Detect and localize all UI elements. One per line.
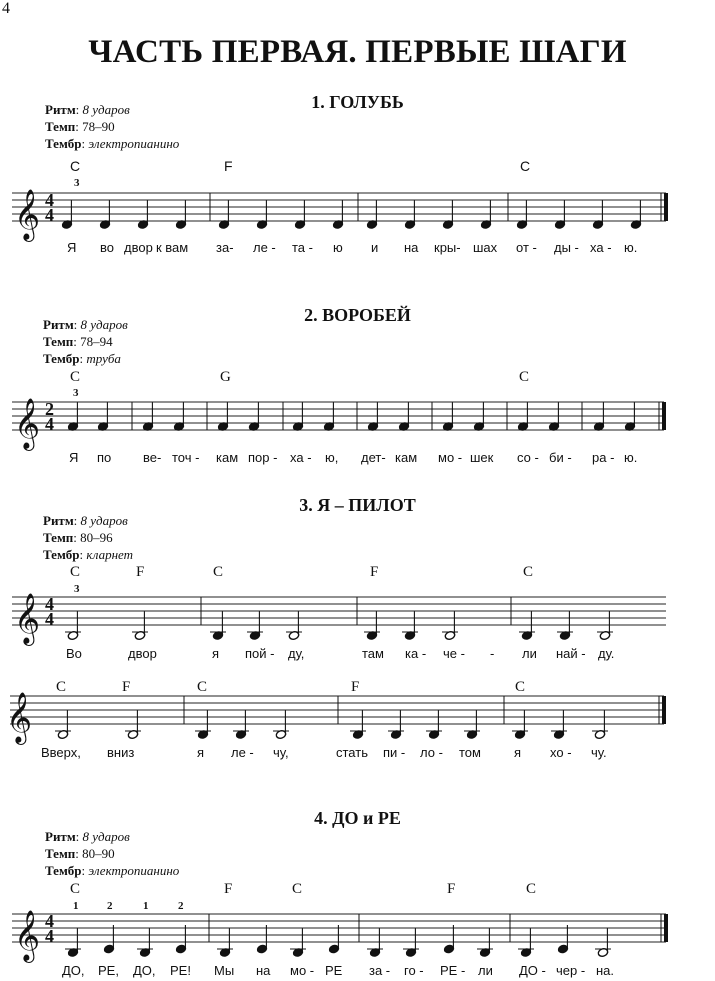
treble-clef-icon: 𝄞 (6, 692, 33, 743)
time-signature-bottom: 4 (45, 414, 54, 434)
final-bar-line (662, 696, 666, 724)
lyric-syllable: на (404, 240, 419, 255)
lyric-syllable: ю, (325, 450, 339, 465)
fingering-number: 2 (178, 900, 184, 912)
lyric-syllable: ха - (590, 240, 612, 255)
chord: C (70, 158, 81, 174)
final-bar-line (664, 914, 668, 942)
lyric-syllable: двор (124, 240, 153, 255)
staff-lines (12, 402, 664, 430)
lyric-syllable: за- (216, 240, 234, 255)
treble-clef-icon: 𝄞 (14, 398, 41, 449)
lyric-syllable: би - (549, 450, 572, 465)
lyric-syllable: ю (333, 240, 343, 255)
chord: F (351, 679, 360, 695)
lyric-syllable: мо - (290, 963, 315, 978)
lyric-syllable: най - (556, 646, 586, 661)
song-title-1: 1. ГОЛУБЬ (311, 92, 404, 112)
lyric-syllable: Во (66, 646, 82, 661)
timbre-value: электропианино (88, 863, 180, 878)
lyric-syllable: ДО, (133, 963, 156, 978)
song-meta-1: Ритм: 8 ударов Темп: 78–90 Тембр: электропианино (45, 102, 180, 151)
fingering-number: 3 (74, 583, 80, 595)
lyric-syllable: дет- (361, 450, 386, 465)
chord: C (526, 881, 537, 897)
rhythm-value: 8 ударов (82, 102, 130, 117)
lyric-syllable: ды - (554, 240, 579, 255)
lyric-syllable: ка - (405, 646, 427, 661)
lyric-syllable: шек (470, 450, 494, 465)
lyric-syllable: шах (473, 240, 498, 255)
chord: C (519, 369, 530, 385)
song-meta-3: Ритм: 8 ударов Темп: 80–96 Тембр: кларнет (43, 513, 134, 562)
lyric-syllable: ю. (624, 240, 638, 255)
rhythm-label: Ритм (43, 317, 74, 332)
fingering-number: 3 (74, 177, 80, 189)
time-signature-top: 4 (45, 911, 54, 931)
chord: F (447, 881, 456, 897)
chord: C (523, 564, 534, 580)
lyric-syllable: ли (522, 646, 537, 661)
song-meta-2: Ритм: 8 ударов Темп: 78–94 Тембр: труба (43, 317, 128, 366)
lyric-syllable: Я (67, 240, 77, 255)
lyric-syllable: чер - (556, 963, 586, 978)
rhythm-label: Ритм (45, 829, 76, 844)
lyric-syllable: том (459, 745, 481, 760)
chord: F (122, 679, 131, 695)
lyric-syllable: и (371, 240, 379, 255)
lyric-syllable: ле - (231, 745, 254, 760)
lyric-syllable: на (256, 963, 271, 978)
lyric-syllable: во (100, 240, 114, 255)
lyric-syllable: ли (478, 963, 493, 978)
lyric-syllable: ДО, (62, 963, 85, 978)
chord: C (70, 369, 81, 385)
lyric-syllable: РЕ - (440, 963, 466, 978)
tempo-value: 80–90 (82, 846, 115, 861)
time-signature-top: 2 (45, 399, 54, 419)
lyric-syllable: кам (216, 450, 239, 465)
lyric-syllable: Я (69, 450, 79, 465)
lyric-syllable: я (197, 745, 205, 760)
final-bar-line (664, 193, 668, 221)
lyric-syllable: кам (395, 450, 418, 465)
lyric-syllable: кры- (434, 240, 461, 255)
lyric-syllable: двор (128, 646, 157, 661)
lyric-syllable: от - (516, 240, 537, 255)
fingering-number: 2 (107, 900, 113, 912)
final-bar-line (662, 402, 666, 430)
timbre-label: Тембр (43, 351, 80, 366)
timbre-label: Тембр (45, 136, 82, 151)
song-meta-4: Ритм: 8 ударов Темп: 80–90 Тембр: электропианино (45, 829, 180, 878)
time-signature-top: 4 (45, 594, 54, 614)
lyric-syllable: - (490, 646, 495, 661)
lyric-syllable: чу. (591, 745, 607, 760)
lyric-syllable: ло - (420, 745, 443, 760)
chord: C (515, 679, 526, 695)
treble-clef-icon: 𝄞 (14, 910, 41, 961)
lyric-syllable: за - (369, 963, 391, 978)
lyric-syllable: ле - (253, 240, 276, 255)
chord: C (213, 564, 224, 580)
staff-lines (12, 597, 666, 625)
lyric-syllable: пи - (383, 745, 406, 760)
lyric-syllable: к вам (156, 240, 189, 255)
staff-lines (12, 193, 666, 221)
song-title-2: 2. ВОРОБЕЙ (304, 305, 411, 325)
lyric-syllable: ха - (290, 450, 312, 465)
fingering-number: 1 (143, 900, 149, 912)
chord: G (220, 369, 231, 385)
lyric-syllable: по (97, 450, 112, 465)
lyric-syllable: ду. (598, 646, 615, 661)
tempo-value: 78–94 (80, 334, 113, 349)
lyric-syllable: стать (336, 745, 368, 760)
tempo-label: Темп (43, 334, 74, 349)
lyric-syllable: чу, (273, 745, 289, 760)
chord: C (56, 679, 67, 695)
lyric-syllable: хо - (550, 745, 572, 760)
timbre-value: электропианино (88, 136, 180, 151)
rhythm-value: 8 ударов (82, 829, 130, 844)
lyric-syllable: РЕ (325, 963, 343, 978)
tempo-value: 80–96 (80, 530, 113, 545)
lyric-syllable: ю. (624, 450, 638, 465)
lyric-syllable: та - (292, 240, 313, 255)
treble-clef-icon: 𝄞 (14, 189, 41, 240)
lyric-syllable: ве- (143, 450, 162, 465)
lyric-syllable: на. (596, 963, 615, 978)
staff-lines (10, 696, 664, 724)
timbre-label: Тембр (45, 863, 82, 878)
fingering-number: 3 (73, 387, 79, 399)
song-title-3: 3. Я – ПИЛОТ (299, 495, 416, 515)
timbre-value: кларнет (86, 547, 134, 562)
page-title: ЧАСТЬ ПЕРВАЯ. ПЕРВЫЕ ШАГИ (88, 34, 627, 70)
song-title-4: 4. ДО и РЕ (314, 808, 401, 828)
lyric-syllable: пор - (248, 450, 278, 465)
lyric-syllable: ду, (288, 646, 305, 661)
rhythm-label: Ритм (45, 102, 76, 117)
chord: C (70, 564, 81, 580)
chord: C (197, 679, 208, 695)
lyric-syllable: че - (443, 646, 465, 661)
chord: F (224, 158, 233, 174)
lyric-syllable: я (514, 745, 522, 760)
time-signature-bottom: 4 (45, 926, 54, 946)
time-signature-bottom: 4 (45, 205, 54, 225)
chord: F (224, 881, 233, 897)
treble-clef-icon: 𝄞 (14, 593, 41, 644)
chord: F (136, 564, 145, 580)
lyric-syllable: пой - (245, 646, 275, 661)
lyric-syllable: ДО - (519, 963, 546, 978)
timbre-value: труба (86, 351, 121, 366)
lyric-syllable: я (212, 646, 220, 661)
chord: C (70, 881, 81, 897)
lyric-syllable: там (362, 646, 384, 661)
lyric-syllable: РЕ! (170, 963, 191, 978)
time-signature-bottom: 4 (45, 609, 54, 629)
lyric-syllable: ра - (592, 450, 615, 465)
lyric-syllable: точ - (172, 450, 200, 465)
chord: F (370, 564, 379, 580)
lyric-syllable: Вверх, (41, 745, 81, 760)
timbre-label: Тембр (43, 547, 80, 562)
tempo-label: Темп (43, 530, 74, 545)
lyric-syllable: РЕ, (98, 963, 119, 978)
lyric-syllable: вниз (107, 745, 135, 760)
lyric-syllable: го - (404, 963, 424, 978)
lyric-syllable: мо - (438, 450, 463, 465)
time-signature-top: 4 (45, 190, 54, 210)
lyric-syllable: со - (517, 450, 539, 465)
rhythm-value: 8 ударов (80, 317, 128, 332)
tempo-label: Темп (45, 846, 76, 861)
rhythm-label: Ритм (43, 513, 74, 528)
tempo-label: Темп (45, 119, 76, 134)
rhythm-value: 8 ударов (80, 513, 128, 528)
page-number: 4 (2, 0, 10, 17)
tempo-value: 78–90 (82, 119, 115, 134)
chord: C (520, 158, 531, 174)
lyric-syllable: Мы (214, 963, 235, 978)
chord: C (292, 881, 303, 897)
fingering-number: 1 (73, 900, 79, 912)
